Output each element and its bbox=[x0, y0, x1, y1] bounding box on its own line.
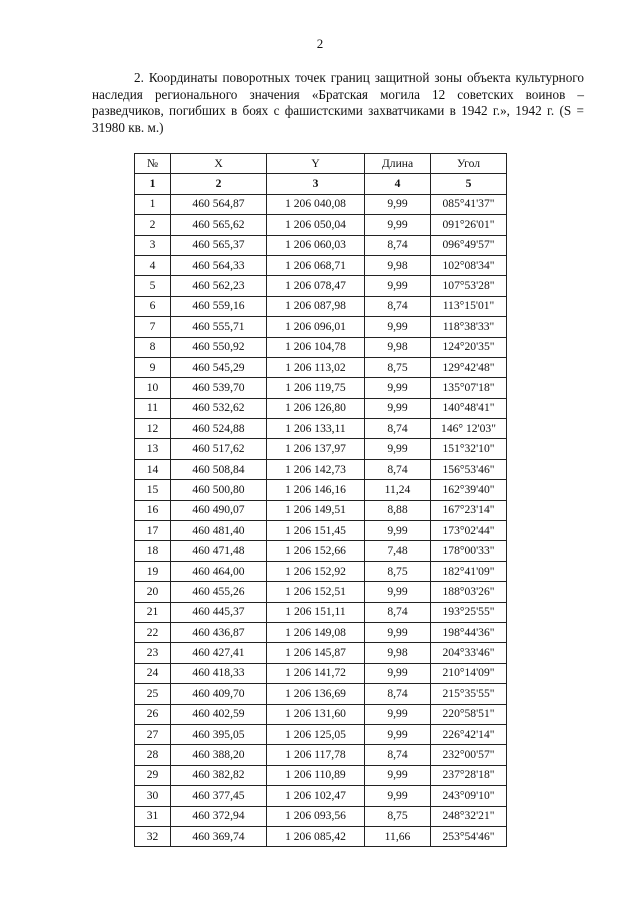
table-row bbox=[135, 398, 507, 418]
point-number-cell: 18 bbox=[135, 541, 171, 561]
x-coordinate-cell: 460 490,07 bbox=[171, 500, 267, 520]
y-coordinate-cell: 1 206 104,78 bbox=[267, 337, 365, 357]
x-coordinate-cell: 460 508,84 bbox=[171, 459, 267, 479]
y-coordinate-cell: 1 206 152,92 bbox=[267, 561, 365, 581]
section-heading: 2. Координаты поворотных точек границ защитной зоны объекта культурного наследия регионального значения «Братская могила 12 советских воинов – разведчиков, погибших в боях с фашистскими захватчиками в 1942 г.», 1942 г. (S = 31980 кв. м.) bbox=[92, 70, 584, 135]
table-row bbox=[135, 561, 507, 581]
point-number-cell: 20 bbox=[135, 582, 171, 602]
column-number: 3 bbox=[267, 174, 365, 194]
x-coordinate-cell: 460 372,94 bbox=[171, 806, 267, 826]
page-number: 2 bbox=[316, 36, 324, 51]
x-coordinate-cell: 460 418,33 bbox=[171, 663, 267, 683]
y-coordinate-cell: 1 206 137,97 bbox=[267, 439, 365, 459]
point-number-cell: 2 bbox=[135, 215, 171, 235]
y-coordinate-cell: 1 206 136,69 bbox=[267, 684, 365, 704]
point-number-cell: 7 bbox=[135, 317, 171, 337]
header-row bbox=[135, 154, 507, 174]
point-number-cell: 4 bbox=[135, 255, 171, 275]
angle-cell: 232°00'57" bbox=[431, 745, 507, 765]
angle-cell: 193°25'55" bbox=[431, 602, 507, 622]
length-cell: 9,98 bbox=[365, 643, 431, 663]
angle-cell: 243°09'10" bbox=[431, 786, 507, 806]
column-header-number: № bbox=[135, 154, 171, 174]
y-coordinate-cell: 1 206 125,05 bbox=[267, 724, 365, 744]
column-header-x: X bbox=[171, 154, 267, 174]
x-coordinate-cell: 460 409,70 bbox=[171, 684, 267, 704]
point-number-cell: 28 bbox=[135, 745, 171, 765]
point-number-cell: 22 bbox=[135, 622, 171, 642]
point-number-cell: 9 bbox=[135, 357, 171, 377]
y-coordinate-cell: 1 206 093,56 bbox=[267, 806, 365, 826]
point-number-cell: 23 bbox=[135, 643, 171, 663]
length-cell: 9,99 bbox=[365, 194, 431, 214]
x-coordinate-cell: 460 564,87 bbox=[171, 194, 267, 214]
point-number-cell: 17 bbox=[135, 521, 171, 541]
point-number-cell: 32 bbox=[135, 826, 171, 846]
angle-cell: 107°53'28" bbox=[431, 276, 507, 296]
x-coordinate-cell: 460 500,80 bbox=[171, 480, 267, 500]
length-cell: 8,75 bbox=[365, 806, 431, 826]
x-coordinate-cell: 460 555,71 bbox=[171, 317, 267, 337]
point-number-cell: 16 bbox=[135, 500, 171, 520]
angle-cell: 215°35'55" bbox=[431, 684, 507, 704]
y-coordinate-cell: 1 206 050,04 bbox=[267, 215, 365, 235]
table-body bbox=[135, 194, 507, 847]
x-coordinate-cell: 460 524,88 bbox=[171, 419, 267, 439]
point-number-cell: 24 bbox=[135, 663, 171, 683]
x-coordinate-cell: 460 532,62 bbox=[171, 398, 267, 418]
column-number: 2 bbox=[171, 174, 267, 194]
table-row bbox=[135, 745, 507, 765]
table-row bbox=[135, 459, 507, 479]
angle-cell: 129°42'48" bbox=[431, 357, 507, 377]
y-coordinate-cell: 1 206 151,45 bbox=[267, 521, 365, 541]
table-row bbox=[135, 806, 507, 826]
y-coordinate-cell: 1 206 113,02 bbox=[267, 357, 365, 377]
length-cell: 9,99 bbox=[365, 704, 431, 724]
angle-cell: 102°08'34" bbox=[431, 255, 507, 275]
length-cell: 9,99 bbox=[365, 276, 431, 296]
point-number-cell: 10 bbox=[135, 378, 171, 398]
table-row bbox=[135, 684, 507, 704]
x-coordinate-cell: 460 436,87 bbox=[171, 622, 267, 642]
table-row bbox=[135, 378, 507, 398]
angle-cell: 167°23'14" bbox=[431, 500, 507, 520]
length-cell: 8,75 bbox=[365, 561, 431, 581]
column-header-angle: Угол bbox=[431, 154, 507, 174]
x-coordinate-cell: 460 369,74 bbox=[171, 826, 267, 846]
length-cell: 9,99 bbox=[365, 521, 431, 541]
angle-cell: 096°49'57" bbox=[431, 235, 507, 255]
length-cell: 11,24 bbox=[365, 480, 431, 500]
table-row bbox=[135, 643, 507, 663]
table-row bbox=[135, 541, 507, 561]
y-coordinate-cell: 1 206 102,47 bbox=[267, 786, 365, 806]
angle-cell: 220°58'51" bbox=[431, 704, 507, 724]
table-row bbox=[135, 194, 507, 214]
table-row bbox=[135, 296, 507, 316]
x-coordinate-cell: 460 550,92 bbox=[171, 337, 267, 357]
angle-cell: 118°38'33" bbox=[431, 317, 507, 337]
point-number-cell: 19 bbox=[135, 561, 171, 581]
length-cell: 11,66 bbox=[365, 826, 431, 846]
y-coordinate-cell: 1 206 096,01 bbox=[267, 317, 365, 337]
point-number-cell: 5 bbox=[135, 276, 171, 296]
length-cell: 9,99 bbox=[365, 215, 431, 235]
table-row bbox=[135, 419, 507, 439]
y-coordinate-cell: 1 206 146,16 bbox=[267, 480, 365, 500]
angle-cell: 151°32'10" bbox=[431, 439, 507, 459]
length-cell: 9,99 bbox=[365, 765, 431, 785]
length-cell: 8,74 bbox=[365, 296, 431, 316]
x-coordinate-cell: 460 455,26 bbox=[171, 582, 267, 602]
angle-cell: 237°28'18" bbox=[431, 765, 507, 785]
table-row bbox=[135, 480, 507, 500]
length-cell: 8,74 bbox=[365, 745, 431, 765]
table-row bbox=[135, 337, 507, 357]
angle-cell: 182°41'09" bbox=[431, 561, 507, 581]
angle-cell: 210°14'09" bbox=[431, 663, 507, 683]
length-cell: 9,99 bbox=[365, 439, 431, 459]
x-coordinate-cell: 460 445,37 bbox=[171, 602, 267, 622]
length-cell: 9,99 bbox=[365, 663, 431, 683]
y-coordinate-cell: 1 206 087,98 bbox=[267, 296, 365, 316]
table-row bbox=[135, 622, 507, 642]
x-coordinate-cell: 460 562,23 bbox=[171, 276, 267, 296]
y-coordinate-cell: 1 206 068,71 bbox=[267, 255, 365, 275]
x-coordinate-cell: 460 564,33 bbox=[171, 255, 267, 275]
column-number: 5 bbox=[431, 174, 507, 194]
length-cell: 9,99 bbox=[365, 622, 431, 642]
y-coordinate-cell: 1 206 151,11 bbox=[267, 602, 365, 622]
table-row bbox=[135, 317, 507, 337]
angle-cell: 248°32'21" bbox=[431, 806, 507, 826]
table-row bbox=[135, 276, 507, 296]
table-row bbox=[135, 357, 507, 377]
y-coordinate-cell: 1 206 078,47 bbox=[267, 276, 365, 296]
x-coordinate-cell: 460 402,59 bbox=[171, 704, 267, 724]
y-coordinate-cell: 1 206 131,60 bbox=[267, 704, 365, 724]
y-coordinate-cell: 1 206 149,08 bbox=[267, 622, 365, 642]
point-number-cell: 12 bbox=[135, 419, 171, 439]
length-cell: 9,99 bbox=[365, 378, 431, 398]
y-coordinate-cell: 1 206 133,11 bbox=[267, 419, 365, 439]
x-coordinate-cell: 460 377,45 bbox=[171, 786, 267, 806]
y-coordinate-cell: 1 206 040,08 bbox=[267, 194, 365, 214]
x-coordinate-cell: 460 388,20 bbox=[171, 745, 267, 765]
angle-cell: 162°39'40" bbox=[431, 480, 507, 500]
angle-cell: 140°48'41" bbox=[431, 398, 507, 418]
angle-cell: 146° 12'03" bbox=[431, 419, 507, 439]
column-number-row bbox=[135, 174, 507, 194]
length-cell: 9,99 bbox=[365, 398, 431, 418]
angle-cell: 124°20'35" bbox=[431, 337, 507, 357]
column-number: 4 bbox=[365, 174, 431, 194]
point-number-cell: 1 bbox=[135, 194, 171, 214]
point-number-cell: 26 bbox=[135, 704, 171, 724]
column-header-y: Y bbox=[267, 154, 365, 174]
coordinates-table bbox=[134, 153, 507, 847]
table-row bbox=[135, 765, 507, 785]
length-cell: 9,99 bbox=[365, 317, 431, 337]
angle-cell: 085°41'37" bbox=[431, 194, 507, 214]
angle-cell: 173°02'44" bbox=[431, 521, 507, 541]
y-coordinate-cell: 1 206 152,51 bbox=[267, 582, 365, 602]
y-coordinate-cell: 1 206 126,80 bbox=[267, 398, 365, 418]
length-cell: 8,75 bbox=[365, 357, 431, 377]
table-row bbox=[135, 582, 507, 602]
x-coordinate-cell: 460 517,62 bbox=[171, 439, 267, 459]
length-cell: 9,98 bbox=[365, 337, 431, 357]
table-row bbox=[135, 255, 507, 275]
point-number-cell: 25 bbox=[135, 684, 171, 704]
y-coordinate-cell: 1 206 117,78 bbox=[267, 745, 365, 765]
y-coordinate-cell: 1 206 060,03 bbox=[267, 235, 365, 255]
point-number-cell: 6 bbox=[135, 296, 171, 316]
length-cell: 8,88 bbox=[365, 500, 431, 520]
x-coordinate-cell: 460 382,82 bbox=[171, 765, 267, 785]
angle-cell: 188°03'26" bbox=[431, 582, 507, 602]
table-row bbox=[135, 215, 507, 235]
y-coordinate-cell: 1 206 149,51 bbox=[267, 500, 365, 520]
length-cell: 9,99 bbox=[365, 724, 431, 744]
point-number-cell: 3 bbox=[135, 235, 171, 255]
length-cell: 8,74 bbox=[365, 684, 431, 704]
x-coordinate-cell: 460 471,48 bbox=[171, 541, 267, 561]
point-number-cell: 8 bbox=[135, 337, 171, 357]
point-number-cell: 13 bbox=[135, 439, 171, 459]
y-coordinate-cell: 1 206 145,87 bbox=[267, 643, 365, 663]
table-row bbox=[135, 235, 507, 255]
angle-cell: 204°33'46" bbox=[431, 643, 507, 663]
x-coordinate-cell: 460 545,29 bbox=[171, 357, 267, 377]
angle-cell: 113°15'01" bbox=[431, 296, 507, 316]
x-coordinate-cell: 460 481,40 bbox=[171, 521, 267, 541]
point-number-cell: 30 bbox=[135, 786, 171, 806]
column-header-length: Длина bbox=[365, 154, 431, 174]
point-number-cell: 14 bbox=[135, 459, 171, 479]
table-row bbox=[135, 704, 507, 724]
table-row bbox=[135, 439, 507, 459]
table-row bbox=[135, 602, 507, 622]
angle-cell: 178°00'33" bbox=[431, 541, 507, 561]
length-cell: 8,74 bbox=[365, 235, 431, 255]
length-cell: 9,98 bbox=[365, 255, 431, 275]
x-coordinate-cell: 460 539,70 bbox=[171, 378, 267, 398]
point-number-cell: 31 bbox=[135, 806, 171, 826]
table-row bbox=[135, 724, 507, 744]
table-row bbox=[135, 663, 507, 683]
point-number-cell: 11 bbox=[135, 398, 171, 418]
length-cell: 8,74 bbox=[365, 419, 431, 439]
y-coordinate-cell: 1 206 142,73 bbox=[267, 459, 365, 479]
point-number-cell: 29 bbox=[135, 765, 171, 785]
table-row bbox=[135, 521, 507, 541]
x-coordinate-cell: 460 565,62 bbox=[171, 215, 267, 235]
x-coordinate-cell: 460 395,05 bbox=[171, 724, 267, 744]
point-number-cell: 15 bbox=[135, 480, 171, 500]
angle-cell: 156°53'46" bbox=[431, 459, 507, 479]
y-coordinate-cell: 1 206 119,75 bbox=[267, 378, 365, 398]
angle-cell: 253°54'46" bbox=[431, 826, 507, 846]
angle-cell: 091°26'01" bbox=[431, 215, 507, 235]
length-cell: 8,74 bbox=[365, 602, 431, 622]
table-row bbox=[135, 500, 507, 520]
point-number-cell: 27 bbox=[135, 724, 171, 744]
table-row bbox=[135, 786, 507, 806]
angle-cell: 135°07'18" bbox=[431, 378, 507, 398]
y-coordinate-cell: 1 206 152,66 bbox=[267, 541, 365, 561]
column-number: 1 bbox=[135, 174, 171, 194]
x-coordinate-cell: 460 464,00 bbox=[171, 561, 267, 581]
length-cell: 9,99 bbox=[365, 786, 431, 806]
y-coordinate-cell: 1 206 141,72 bbox=[267, 663, 365, 683]
x-coordinate-cell: 460 565,37 bbox=[171, 235, 267, 255]
length-cell: 9,99 bbox=[365, 582, 431, 602]
table-row bbox=[135, 826, 507, 846]
y-coordinate-cell: 1 206 110,89 bbox=[267, 765, 365, 785]
x-coordinate-cell: 460 427,41 bbox=[171, 643, 267, 663]
y-coordinate-cell: 1 206 085,42 bbox=[267, 826, 365, 846]
x-coordinate-cell: 460 559,16 bbox=[171, 296, 267, 316]
length-cell: 8,74 bbox=[365, 459, 431, 479]
point-number-cell: 21 bbox=[135, 602, 171, 622]
angle-cell: 226°42'14" bbox=[431, 724, 507, 744]
length-cell: 7,48 bbox=[365, 541, 431, 561]
angle-cell: 198°44'36" bbox=[431, 622, 507, 642]
